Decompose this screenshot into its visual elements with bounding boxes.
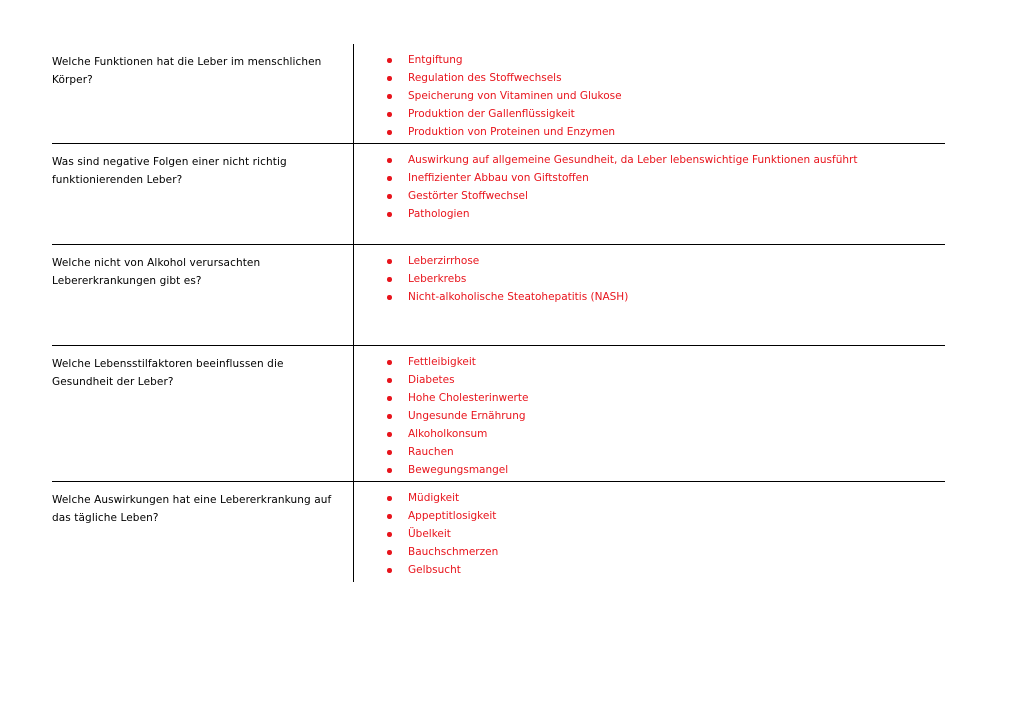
answer-list: [384, 353, 945, 479]
answer-item: Ineffizienter Abbau von Giftstoffen: [384, 169, 945, 187]
answer-item: Entgiftung: [384, 51, 945, 69]
question-text: Welche nicht von Alkohol verursachten Lebererkrankungen gibt es?: [52, 257, 261, 287]
question-text: Was sind negative Folgen einer nicht richtig funktionierenden Leber?: [52, 156, 287, 186]
answer-item: Produktion von Proteinen und Enzymen: [384, 123, 945, 141]
answer-item: Nicht-alkoholische Steatohepatitis (NASH): [384, 288, 945, 306]
answer-item: Bauchschmerzen: [384, 543, 945, 561]
answer-item: Speicherung von Vitaminen und Glukose: [384, 87, 945, 105]
answer-item: Regulation des Stoffwechsels: [384, 69, 945, 87]
answer-item: Leberkrebs: [384, 270, 945, 288]
answer-item: Übelkeit: [384, 525, 945, 543]
answer-item: Hohe Cholesterinwerte: [384, 389, 945, 407]
answer-item: Alkoholkonsum: [384, 425, 945, 443]
question-text: Welche Lebensstilfaktoren beeinflussen die Gesundheit der Leber?: [52, 358, 284, 388]
answer-list: [384, 151, 945, 223]
qa-row-functions: [52, 44, 945, 144]
answer-item: Rauchen: [384, 443, 945, 461]
answer-item: Pathologien: [384, 205, 945, 223]
answer-item: Fettleibigkeit: [384, 353, 945, 371]
answer-item: Gelbsucht: [384, 561, 945, 579]
qa-row-daily-life: [52, 482, 945, 582]
answer-list: [384, 252, 945, 306]
question-cell: [52, 245, 354, 345]
question-text: Welche Auswirkungen hat eine Lebererkrankung auf das tägliche Leben?: [52, 494, 332, 524]
answer-item: Müdigkeit: [384, 489, 945, 507]
qa-row-diseases: [52, 245, 945, 346]
question-cell: [52, 144, 354, 244]
qa-row-lifestyle: [52, 346, 945, 482]
answer-item: Bewegungsmangel: [384, 461, 945, 479]
qa-row-consequences: [52, 144, 945, 245]
answer-item: Diabetes: [384, 371, 945, 389]
qa-table: [52, 44, 945, 582]
question-cell: [52, 482, 354, 582]
answer-item: Gestörter Stoffwechsel: [384, 187, 945, 205]
question-text: Welche Funktionen hat die Leber im menschlichen Körper?: [52, 56, 322, 86]
answer-item: Appeptitlosigkeit: [384, 507, 945, 525]
answer-list: [384, 489, 945, 579]
answer-item: Auswirkung auf allgemeine Gesundheit, da Leber lebenswichtige Funktionen ausführt: [384, 151, 945, 169]
answer-cell: [354, 482, 945, 582]
question-cell: [52, 346, 354, 481]
answer-cell: [354, 346, 945, 481]
answer-item: Produktion der Gallenflüssigkeit: [384, 105, 945, 123]
answer-item: Leberzirrhose: [384, 252, 945, 270]
answer-item: Ungesunde Ernährung: [384, 407, 945, 425]
answer-cell: [354, 44, 945, 143]
question-cell: [52, 44, 354, 143]
answer-cell: [354, 144, 945, 244]
answer-list: [384, 51, 945, 141]
answer-cell: [354, 245, 945, 345]
